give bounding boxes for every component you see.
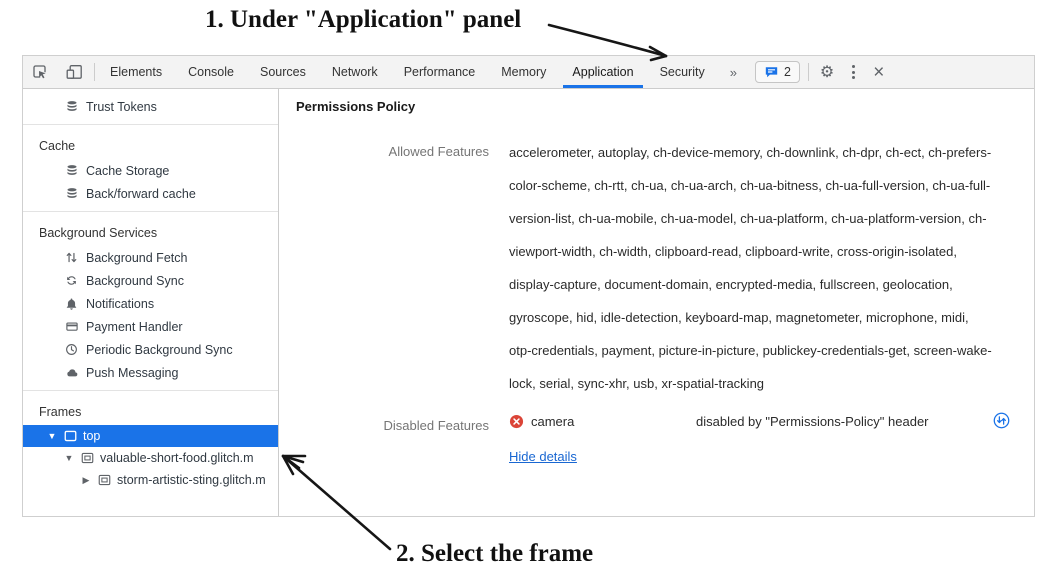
toolbar-separator <box>94 63 95 81</box>
sidebar-item-label: Background Fetch <box>86 250 188 265</box>
frame-tree-item-top[interactable] <box>23 425 278 447</box>
sidebar-item-label: Background Sync <box>86 273 184 288</box>
cloud-icon <box>64 367 79 379</box>
more-tabs-button[interactable]: » <box>729 64 737 80</box>
tab-console[interactable]: Console <box>188 65 234 79</box>
sidebar-item-label: Cache Storage <box>86 163 170 178</box>
sidebar-item-label: Back/forward cache <box>86 186 196 201</box>
disabled-features-row <box>296 410 1010 464</box>
sidebar-item-label: Periodic Background Sync <box>86 342 233 357</box>
disabled-features-label: Disabled Features <box>383 418 489 433</box>
sidebar-item-notifications[interactable] <box>23 292 278 315</box>
tab-memory[interactable]: Memory <box>501 65 547 79</box>
sidebar-item-label: Notifications <box>86 296 155 311</box>
allowed-features-value: accelerometer, autoplay, ch-device-memory, ch-downlink, ch-dpr, ch-ect, ch-prefers-color-scheme, ch-rtt, ch-ua, ch-ua-arch, ch-ua-bitness, ch-ua-full-version, ch-ua-full-version-list, ch-ua-mobile, ch-ua-model, ch-ua-platform, ch-ua-platform-version, ch-viewport-width, ch-width, clipboard-read, clipboard-write, cross-origin-isolated, display-capture, document-domain, encrypted-media, fullscreen, geolocation, gyroscope, hid, idle-detection, keyboard-map, magnetometer, microphone, midi, otp-credentials, payment, picture-in-picture, publickey-credentials-get, screen-wake-lock, serial, sync-xhr, usb, xr-spatial-tracking <box>509 145 992 391</box>
chevron-right-icon[interactable]: ▶ <box>82 474 90 485</box>
iframe-icon <box>79 451 95 465</box>
tab-performance[interactable]: Performance <box>403 65 476 79</box>
database-icon <box>64 100 79 113</box>
iframe-icon <box>96 473 112 487</box>
hide-details-link[interactable]: Hide details <box>509 449 577 464</box>
inspect-icon[interactable] <box>23 56 57 88</box>
devtools-toolbar <box>23 56 1034 89</box>
frame-label: top <box>83 429 101 443</box>
sidebar-item-cache-storage[interactable] <box>23 159 278 182</box>
annotation-step2: 2. Select the frame <box>396 540 594 567</box>
issues-icon <box>764 65 779 79</box>
reveal-request-icon[interactable] <box>993 412 1010 429</box>
device-toolbar-icon[interactable] <box>57 56 92 88</box>
sidebar-item-back-forward-cache[interactable] <box>23 182 278 205</box>
annotation-step1: 1. Under "Application" panel <box>205 6 522 33</box>
clock-icon <box>64 343 79 356</box>
disabled-feature-name <box>509 410 696 433</box>
more-menu-icon[interactable] <box>843 56 864 88</box>
disabled-feature-entry <box>509 410 1010 433</box>
allowed-features-label: Allowed Features <box>388 144 489 159</box>
sidebar-item-push-messaging[interactable] <box>23 361 278 384</box>
devtools-body <box>23 89 1034 516</box>
sidebar-item-label: Trust Tokens <box>86 99 157 114</box>
issues-count: 2 <box>783 65 791 79</box>
frame-label: storm-artistic-sting.glitch.m <box>117 473 266 487</box>
sidebar-item-payment-handler[interactable] <box>23 315 278 338</box>
sidebar-divider <box>23 390 278 391</box>
disabled-feature-label: camera <box>531 414 575 429</box>
tab-sources[interactable]: Sources <box>259 65 306 79</box>
disabled-feature-reason: disabled by "Permissions-Policy" header <box>696 414 929 429</box>
database-icon <box>64 164 79 177</box>
disabled-features-value <box>509 410 1010 464</box>
panel-title: Permissions Policy <box>296 99 416 114</box>
sidebar-item-label: Push Messaging <box>86 365 179 380</box>
disabled-cross-icon <box>509 414 524 429</box>
chevron-down-icon[interactable]: ▼ <box>64 453 74 463</box>
database-icon <box>64 187 79 200</box>
permissions-policy-panel <box>279 89 1034 516</box>
arrow-to-application-tab <box>549 25 666 56</box>
sidebar-divider <box>23 124 278 125</box>
sidebar-item-background-sync[interactable] <box>23 269 278 292</box>
tab-network[interactable]: Network <box>331 65 378 79</box>
frame-icon <box>62 429 78 443</box>
tab-elements[interactable]: Elements <box>110 65 163 79</box>
sidebar-item-trust-tokens[interactable] <box>23 95 278 118</box>
close-icon[interactable]: × <box>873 61 885 83</box>
allowed-features-row <box>296 136 1010 400</box>
bell-icon <box>64 297 79 311</box>
sidebar-item-background-fetch[interactable] <box>23 246 278 269</box>
sidebar-section-frames: Frames <box>39 405 82 419</box>
payment-card-icon <box>64 320 79 333</box>
application-sidebar <box>23 89 279 516</box>
sidebar-divider <box>23 211 278 212</box>
issues-badge[interactable] <box>755 61 800 83</box>
sidebar-item-periodic-background-sync[interactable] <box>23 338 278 361</box>
background-sync-icon <box>64 274 79 287</box>
frame-tree-item-valuable-short-food-glitch-m[interactable] <box>23 447 278 469</box>
toolbar-separator <box>808 63 809 81</box>
devtools-window <box>22 55 1035 517</box>
sidebar-item-label: Payment Handler <box>86 319 183 334</box>
chevron-down-icon[interactable]: ▼ <box>47 431 57 441</box>
frame-tree-item-storm-artistic-sting-glitch-m[interactable] <box>23 469 278 491</box>
gear-icon[interactable]: ⚙ <box>819 64 835 81</box>
tab-application[interactable]: Application <box>559 56 646 88</box>
sidebar-section-background-services: Background Services <box>39 226 158 240</box>
panel-tabs <box>97 56 718 88</box>
frame-label: valuable-short-food.glitch.m <box>100 451 254 465</box>
background-fetch-icon <box>64 251 79 264</box>
tab-security[interactable]: Security <box>659 65 705 79</box>
sidebar-section-cache: Cache <box>39 139 76 153</box>
